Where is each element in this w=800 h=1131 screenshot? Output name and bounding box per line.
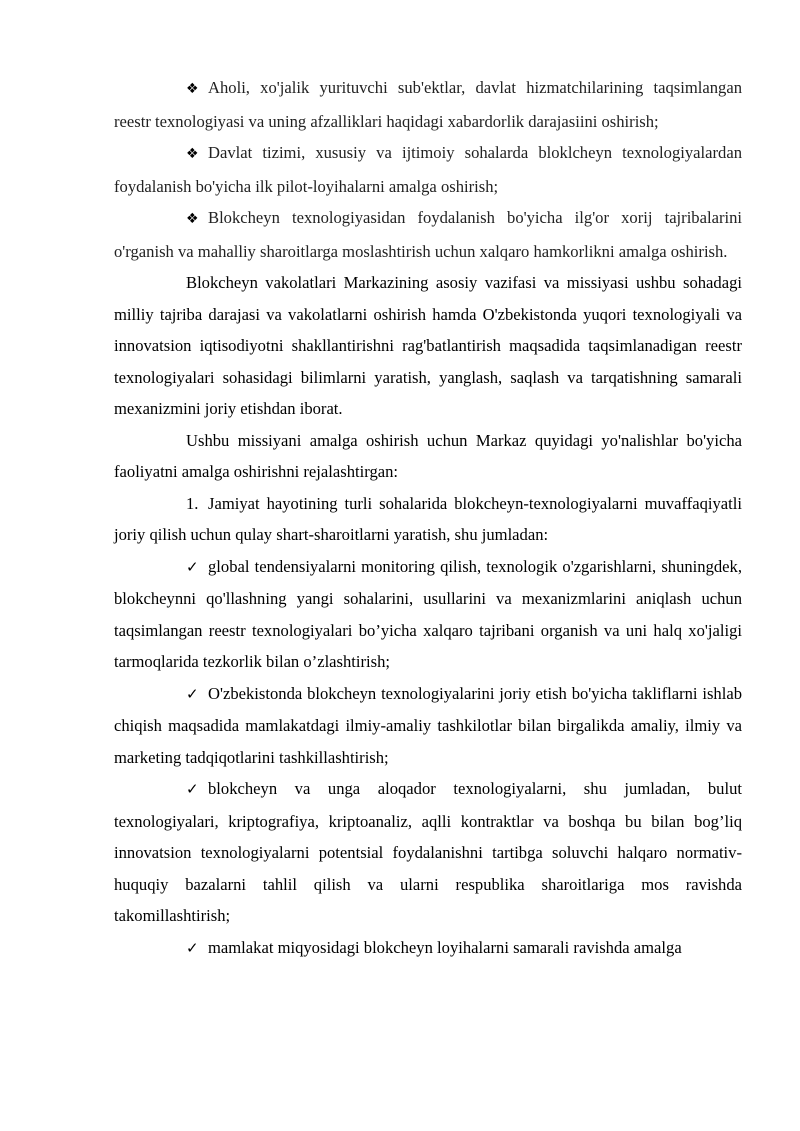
diamond-bullet-icon: ❖: [186, 211, 199, 227]
checkmark-icon: ✓: [186, 780, 199, 798]
check-text: blokcheyn va unga aloqador texnologiyalarni, shu jumladan, bulut texnologiyalari, kriptografiya, kriptoanaliz, aqlli kontraktlar va boshqa bu bilan bog’liq innovatsion texnologiyalarni potentsial foydalanishni tartibga soluvchi halqaro normativ-huquqiy bazalarni tahlil qilish va ularni respublika sharoitlariga mos ravishda takomillashtirish;: [114, 779, 742, 925]
bullet-item: [114, 137, 742, 202]
bullet-item: [114, 72, 742, 137]
diamond-bullet-icon: ❖: [186, 146, 199, 162]
item-number: 1.: [186, 493, 199, 513]
checkmark-icon: ✓: [186, 684, 199, 703]
document-page: [114, 72, 742, 964]
bullet-text: Blokcheyn texnologiyasidan foydalanish bo'yicha ilg'or xorij tajribalarini o'rganish va mahalliy sharoitlarga moslashtirish uchun xalqaro hamkorlikni amalga oshirish.: [114, 208, 742, 261]
checkmark-icon: ✓: [186, 938, 199, 957]
diamond-bullet-icon: ❖: [186, 81, 199, 97]
numbered-item: [114, 488, 742, 551]
checkmark-icon: ✓: [186, 557, 199, 576]
check-item: [114, 773, 742, 932]
bullet-text: Aholi, xo'jalik yurituvchi sub'ektlar, davlat hizmatchilarining taqsimlangan reestr texnologiyasi va uning afzalliklari haqidagi xabardorlik darajasiini oshirish;: [114, 78, 742, 131]
numbered-text: Jamiyat hayotining turli sohalarida blokcheyn-texnologiyalarni muvaffaqiyatli joriy qilish uchun qulay shart-sharoitlarni yaratish, shu jumladan:: [114, 493, 742, 544]
bullet-item: [114, 202, 742, 267]
check-item: [114, 551, 742, 678]
check-item: [114, 678, 742, 774]
check-text: O'zbekistonda blokcheyn texnologiyalarini joriy etish bo'yicha takliflarni ishlab chiqish maqsadida mamlakatdagi ilmiy-amaliy tashkilotlar bilan birgalikda amaliy, ilmiy va marketing tadqiqotlarini tashkillashtirish;: [114, 683, 742, 767]
check-text: global tendensiyalarni monitoring qilish, texnologik o'zgarishlarni, shuningdek, blokcheynni qo'llashning yangi sohalarini, usullarini va mexanizmlarini aniqlash uchun taqsimlangan reestr texnologiyalari bo’yicha xalqaro tajribani organish va uni halq xo'jaligi tarmoqlarida tezkorlik bilan o’zlashtirish;: [114, 556, 742, 671]
mission-paragraph: Blokcheyn vakolatlari Markazining asosiy vazifasi va missiyasi ushbu sohadagi milliy tajriba darajasi va vakolatlarni oshirish hamda O'zbekistonda yuqori texnologiyali va innovatsion iqtisodiyotni shakllantirishni rag'batlantirish maqsadida taqsimlanadigan reestr texnologiyalari sohasidagi bilimlarni yaratish, yanglash, saqlash va tarqatishning samarali mexanizmini joriy etishdan iborat.: [114, 273, 742, 418]
check-item: [114, 932, 742, 965]
check-text: mamlakat miqyosidagi blokcheyn loyihalarni samarali ravishda amalga: [208, 937, 682, 957]
bullet-text: Davlat tizimi, xususiy va ijtimoiy sohalarda bloklcheyn texnologiyalardan foydalanish bo'yicha ilk pilot-loyihalarni amalga oshirish;: [114, 143, 742, 196]
directions-intro-paragraph: Ushbu missiyani amalga oshirish uchun Markaz quyidagi yo'nalishlar bo'yicha faoliyatni amalga oshirishni rejalashtirgan:: [114, 430, 742, 481]
